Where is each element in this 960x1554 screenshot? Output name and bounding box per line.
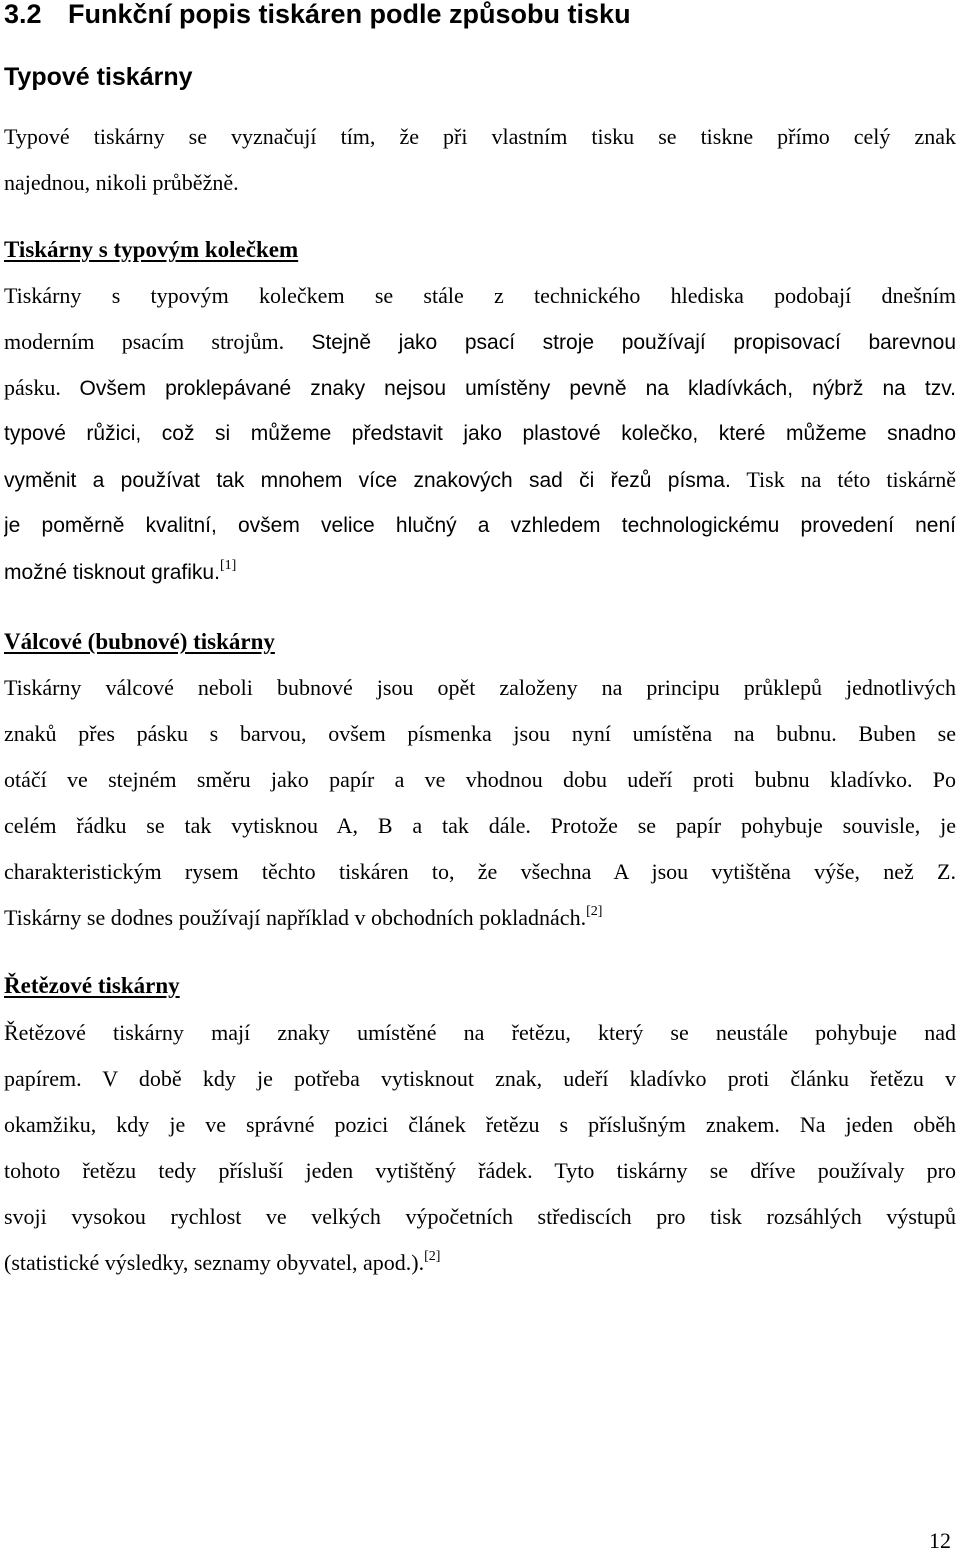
paragraph-line: papírem. V době kdy je potřeba vytisknout znak, udeří kladívko proti článku řetězu v bbox=[4, 1066, 956, 1091]
paragraph-line: znaků přes pásku s barvou, ovšem písmenka jsou nyní umístěna na bubnu. Buben se bbox=[4, 721, 956, 746]
paragraph-line: Typové tiskárny se vyznačují tím, že při vlastním tisku se tiskne přímo celý znak bbox=[4, 124, 956, 149]
paragraph-line: najednou, nikoli průběžně. bbox=[4, 170, 239, 195]
line-segment: vyměnit a používat tak mnohem více znakových sad či řezů písma. bbox=[4, 469, 731, 492]
section-heading: Typové tiskárny bbox=[4, 63, 193, 91]
paragraph-line: je poměrně kvalitní, ovšem velice hlučný a vzhledem technologickému provedení není bbox=[4, 514, 956, 537]
chapter-number: 3.2 bbox=[4, 0, 42, 29]
paragraph-line: tohoto řetězu tedy přísluší jeden vytištěný řádek. Tyto tiskárny se dříve používaly pro bbox=[4, 1158, 956, 1183]
paragraph-line bbox=[4, 319, 956, 365]
chain-heading: Řetězové tiskárny bbox=[4, 973, 180, 998]
type-wheel-heading: Tiskárny s typovým kolečkem bbox=[4, 237, 299, 262]
line-segment: pásku. bbox=[4, 375, 61, 400]
type-wheel-paragraph bbox=[4, 273, 956, 595]
paragraph-line: charakteristickým rysem těchto tiskáren to, že všechna A jsou vytištěna výše, než Z. bbox=[4, 859, 956, 884]
intro-paragraph bbox=[4, 114, 956, 206]
paragraph-line: okamžiku, kdy je ve správné pozici článek řetězu s příslušným znakem. Na jeden oběh bbox=[4, 1112, 956, 1137]
citation-ref: [1] bbox=[219, 558, 237, 573]
paragraph-line: otáčí ve stejném směru jako papír a ve vhodnou dobu udeří proti bubnu kladívko. Po bbox=[4, 767, 956, 792]
chapter-heading bbox=[4, 0, 631, 34]
paragraph-line bbox=[4, 457, 956, 503]
paragraph-line: svoji vysokou rychlost ve velkých výpočetních střediscích pro tisk rozsáhlých výstupů bbox=[4, 1204, 956, 1229]
page-number: 12 bbox=[929, 1528, 951, 1553]
line-segment: možné tisknout grafiku. bbox=[4, 561, 220, 584]
line-segment: Ovšem proklepávané znaky nejsou umístěny pevně na kladívkách, nýbrž na tzv. bbox=[79, 377, 956, 400]
citation-ref: [2] bbox=[586, 904, 603, 919]
paragraph-line: celém řádku se tak vytisknou A, B a tak dále. Protože se papír pohybuje souvisle, je bbox=[4, 813, 956, 838]
paragraph-line: Tiskárny s typovým kolečkem se stále z technického hlediska podobají dnešním bbox=[4, 283, 956, 308]
paragraph-line bbox=[4, 549, 956, 595]
drum-heading: Válcové (bubnové) tiskárny bbox=[4, 629, 275, 654]
line-segment: Tisk na této tiskárně bbox=[746, 467, 956, 492]
chapter-title: Funkční popis tiskáren podle způsobu tisku bbox=[68, 0, 631, 29]
line-segment: Stejně jako psací stroje používají propisovací barevnou bbox=[311, 331, 956, 354]
paragraph-line bbox=[4, 365, 956, 411]
paragraph-line: Tiskárny válcové neboli bubnové jsou opět založeny na principu průklepů jednotlivých bbox=[4, 675, 956, 700]
citation-ref: [2] bbox=[424, 1249, 441, 1264]
line-segment: (statistické výsledky, seznamy obyvatel, apod.). bbox=[4, 1250, 425, 1275]
paragraph-line bbox=[4, 895, 956, 941]
paragraph-line: Řetězové tiskárny mají znaky umístěné na řetězu, který se neustále pohybuje nad bbox=[4, 1020, 956, 1045]
drum-paragraph bbox=[4, 665, 956, 941]
line-segment: Tiskárny se dodnes používají například v obchodních pokladnách. bbox=[4, 905, 587, 930]
line-segment: moderním psacím strojům. bbox=[4, 329, 285, 354]
paragraph-line: typové růžici, což si můžeme představit jako plastové kolečko, které můžeme snadno bbox=[4, 422, 956, 445]
paragraph-line bbox=[4, 1240, 956, 1286]
chain-paragraph bbox=[4, 1010, 956, 1286]
